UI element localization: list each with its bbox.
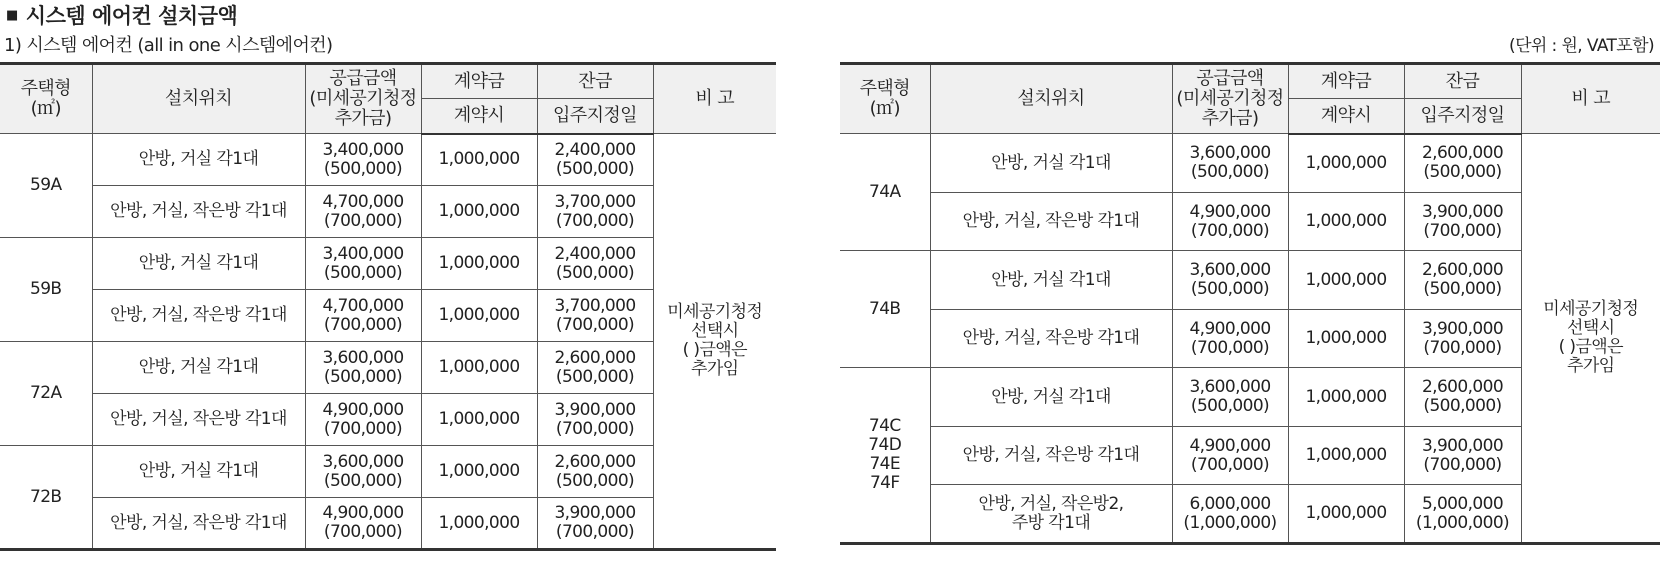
supply-cell [305,290,421,342]
balance-cell [537,498,653,550]
supply-extra-amount: (700,000) [323,522,403,542]
balance-cell [537,342,653,394]
balance-cell [1404,368,1521,427]
header-note: 비 고 [1521,64,1660,134]
balance-amount: 2,600,000 [554,347,636,368]
deposit-cell: 1,000,000 [421,446,537,498]
balance-cell [1404,310,1521,368]
balance-extra-amount: (700,000) [555,522,635,542]
balance-cell [1404,251,1521,310]
unit-type-cell: 59B [0,238,92,342]
supply-cell [1172,251,1288,310]
balance-cell [1404,193,1521,251]
header-type-unit: (㎡) [869,98,900,119]
location-cell: 안방, 거실 각1대 [92,446,305,498]
balance-extra-amount: (500,000) [1423,396,1502,416]
supply-extra-amount: (700,000) [1190,220,1270,241]
unit-type-cell: 74C 74D 74E 74F [840,368,930,544]
supply-cell [1172,134,1288,193]
balance-cell [537,446,653,498]
balance-extra-amount: (500,000) [555,470,635,491]
balance-cell [1404,134,1521,193]
deposit-cell: 1,000,000 [1288,310,1404,368]
header-balance: 잔금 [1404,64,1521,99]
supply-cell [1172,368,1288,427]
header-balance: 잔금 [537,64,653,99]
location-cell: 안방, 거실 각1대 [930,251,1172,310]
supply-amount: 4,900,000 [1189,201,1271,222]
header-type: 주택형 (㎡) [840,64,930,134]
balance-amount: 3,700,000 [554,191,636,212]
balance-amount: 2,400,000 [554,243,636,264]
section-heading [6,0,237,30]
supply-amount: 3,600,000 [1189,260,1271,280]
supply-cell [1172,310,1288,368]
deposit-cell: 1,000,000 [1288,368,1404,427]
balance-amount: 2,400,000 [554,139,636,160]
balance-extra-amount: (700,000) [1423,454,1502,475]
header-type-unit: (㎡) [30,98,61,119]
location-cell: 안방, 거실, 작은방 각1대 [92,498,305,550]
deposit-cell: 1,000,000 [421,394,537,446]
supply-extra-amount: (500,000) [323,262,403,283]
balance-amount: 2,600,000 [1421,143,1504,164]
header-balance-sub: 입주지정일 [1404,99,1521,134]
unit-type-cell: 59A [0,134,92,238]
header-supply: 공급금액 (미세공기청정 추가금) [305,64,421,134]
header-supply: 공급금액 (미세공기청정 추가금) [1172,64,1288,134]
supply-cell [305,134,421,186]
header-note: 비 고 [653,64,776,134]
supply-amount: 3,600,000 [1189,143,1271,163]
supply-cell [305,394,421,446]
balance-extra-amount: (500,000) [555,366,635,387]
balance-amount: 3,900,000 [1421,201,1504,222]
supply-cell [305,238,421,290]
deposit-cell: 1,000,000 [421,186,537,238]
location-cell: 안방, 거실, 작은방 각1대 [92,186,305,238]
balance-amount: 3,900,000 [554,503,636,523]
deposit-cell: 1,000,000 [421,290,537,342]
location-cell: 안방, 거실, 작은방 각1대 [930,193,1172,251]
unit-note: (단위 : 원, VAT포함) [1509,36,1654,56]
supply-cell [305,342,421,394]
unit-type-cell: 74A [840,134,930,251]
balance-extra-amount: (500,000) [555,262,635,283]
supply-amount: 3,600,000 [1189,377,1271,397]
location-cell: 안방, 거실, 작은방 각1대 [92,394,305,446]
deposit-cell: 1,000,000 [1288,193,1404,251]
location-cell: 안방, 거실, 작은방2, 주방 각1대 [930,485,1172,544]
balance-amount: 2,600,000 [554,451,636,472]
supply-extra-amount: (500,000) [323,470,403,491]
header-deposit: 계약금 [421,64,537,99]
supply-cell [1172,193,1288,251]
balance-amount: 3,900,000 [554,399,636,420]
supply-extra-amount: (700,000) [323,314,403,335]
supply-extra-amount: (1,000,000) [1183,512,1277,533]
remarks-cell: 미세공기청정 선택시 ( )금액은 추가임 [1521,134,1660,544]
supply-extra-amount: (500,000) [323,366,403,387]
balance-cell [1404,427,1521,485]
deposit-cell: 1,000,000 [421,134,537,186]
deposit-cell: 1,000,000 [1288,485,1404,544]
unit-type-cell: 72A [0,342,92,446]
header-location: 설치위치 [92,64,305,134]
deposit-cell: 1,000,000 [421,342,537,394]
supply-extra-amount: (500,000) [1190,162,1270,182]
balance-amount: 3,900,000 [1421,318,1504,339]
unit-type-cell: 74B [840,251,930,368]
table-row [0,134,776,186]
supply-extra-amount: (500,000) [1190,279,1270,299]
supply-extra-amount: (700,000) [1190,337,1270,358]
location-cell: 안방, 거실 각1대 [930,368,1172,427]
supply-amount: 3,400,000 [322,139,404,160]
supply-cell [1172,485,1288,544]
supply-extra-amount: (500,000) [323,158,403,179]
price-table-left [0,62,776,551]
balance-cell [537,290,653,342]
supply-amount: 6,000,000 [1189,493,1271,514]
supply-cell [1172,427,1288,485]
location-cell: 안방, 거실 각1대 [92,342,305,394]
supply-amount: 3,600,000 [322,451,404,472]
balance-extra-amount: (500,000) [555,158,635,179]
supply-amount: 4,700,000 [322,295,404,316]
balance-extra-amount: (700,000) [1423,220,1502,241]
square-bullet-icon: ■ [6,8,18,23]
balance-cell [1404,485,1521,544]
section-title: 시스템 에어컨 설치금액 [25,4,238,28]
balance-cell [537,186,653,238]
location-cell: 안방, 거실, 작은방 각1대 [930,310,1172,368]
price-table-right [840,62,1660,545]
balance-extra-amount: (700,000) [555,210,635,231]
location-cell: 안방, 거실 각1대 [92,134,305,186]
header-balance-sub: 입주지정일 [537,99,653,134]
balance-amount: 2,600,000 [1421,377,1504,397]
header-location: 설치위치 [930,64,1172,134]
header-type: 주택형 (㎡) [0,64,92,134]
deposit-cell: 1,000,000 [421,238,537,290]
balance-extra-amount: (500,000) [1423,162,1502,183]
deposit-cell: 1,000,000 [1288,134,1404,193]
balance-extra-amount: (700,000) [555,418,635,439]
deposit-cell: 1,000,000 [1288,427,1404,485]
balance-amount: 5,000,000 [1421,493,1504,514]
supply-extra-amount: (700,000) [323,418,403,439]
balance-amount: 3,700,000 [554,295,636,316]
location-cell: 안방, 거실 각1대 [92,238,305,290]
deposit-cell: 1,000,000 [1288,251,1404,310]
supply-extra-amount: (700,000) [1190,454,1270,475]
supply-amount: 4,900,000 [322,399,404,420]
supply-cell [305,498,421,550]
balance-extra-amount: (1,000,000) [1415,512,1510,533]
remarks-cell: 미세공기청정 선택시 ( )금액은 추가임 [653,134,776,550]
header-deposit-sub: 계약시 [1288,99,1404,134]
balance-cell [537,394,653,446]
supply-extra-amount: (500,000) [1190,396,1270,416]
table-subheading: 1) 시스템 에어컨 (all in one 시스템에어컨) [4,35,333,56]
supply-amount: 4,900,000 [322,503,404,523]
balance-extra-amount: (700,000) [555,314,635,335]
unit-type-cell: 72B [0,446,92,550]
deposit-cell: 1,000,000 [421,498,537,550]
balance-amount: 2,600,000 [1421,260,1504,280]
header-deposit-sub: 계약시 [421,99,537,134]
location-cell: 안방, 거실, 작은방 각1대 [92,290,305,342]
supply-cell [305,186,421,238]
balance-amount: 3,900,000 [1421,435,1504,456]
supply-amount: 4,700,000 [322,191,404,212]
supply-amount: 3,600,000 [322,347,404,368]
supply-cell [305,446,421,498]
location-cell: 안방, 거실 각1대 [930,134,1172,193]
balance-extra-amount: (500,000) [1423,279,1502,299]
table-row [840,134,1660,193]
supply-extra-amount: (700,000) [323,210,403,231]
supply-amount: 3,400,000 [322,243,404,264]
header-deposit: 계약금 [1288,64,1404,99]
location-cell: 안방, 거실, 작은방 각1대 [930,427,1172,485]
balance-extra-amount: (700,000) [1423,337,1502,358]
supply-amount: 4,900,000 [1189,435,1271,456]
supply-amount: 4,900,000 [1189,318,1271,339]
balance-cell [537,134,653,186]
balance-cell [537,238,653,290]
